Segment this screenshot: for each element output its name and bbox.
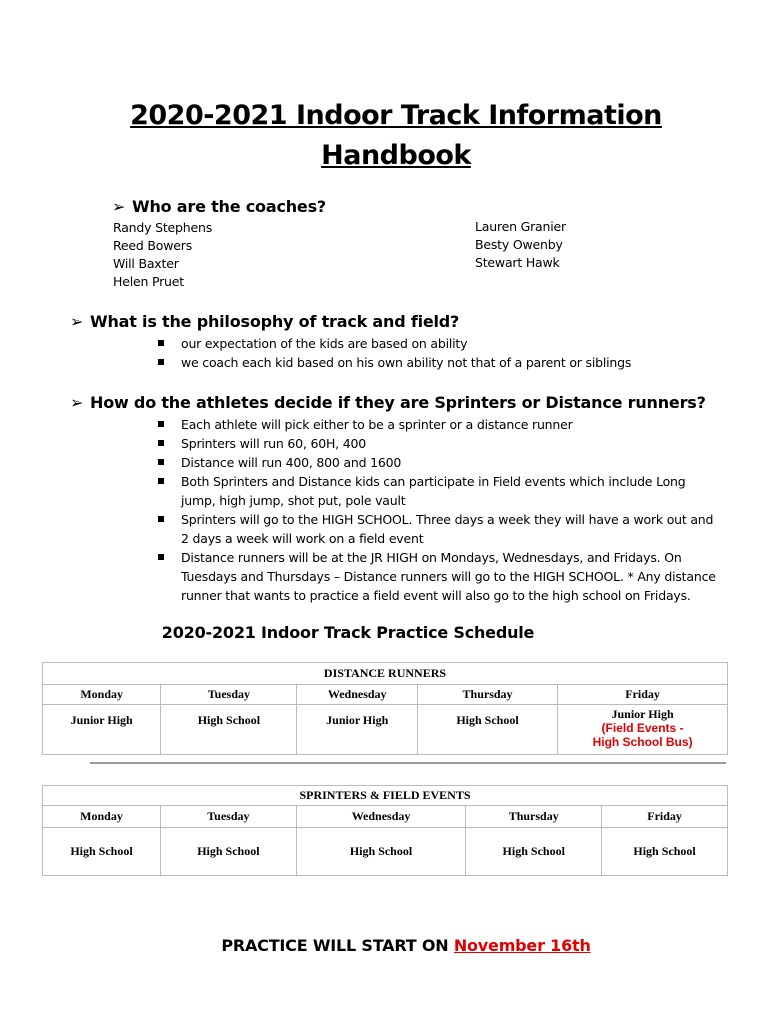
- title-line-2: Handbook: [321, 140, 471, 171]
- list-item: Distance will run 400, 800 and 1600: [158, 453, 718, 472]
- philosophy-list: [158, 334, 718, 372]
- coach-name: Randy Stephens: [113, 220, 213, 235]
- day-cell: Thursday: [417, 685, 557, 705]
- location-cell: High School: [296, 828, 466, 876]
- coach-name: Lauren Granier: [475, 219, 566, 234]
- list-item: Sprinters will go to the HIGH SCHOOL. Three days a week they will have a work out and 2 days a week will work on a field event: [158, 510, 718, 548]
- day-cell: Friday: [602, 806, 728, 828]
- location-text: Junior High: [611, 707, 674, 721]
- coach-name: Besty Owenby: [475, 237, 563, 252]
- location-cell: High School: [43, 828, 161, 876]
- athletes-list: [158, 415, 718, 605]
- list-item: our expectation of the kids are based on ability: [158, 334, 718, 353]
- day-cell: Tuesday: [161, 685, 297, 705]
- table-header: DISTANCE RUNNERS: [43, 663, 728, 685]
- location-cell: Junior High: [297, 705, 417, 755]
- day-cell: Wednesday: [296, 806, 466, 828]
- list-item: Both Sprinters and Distance kids can participate in Field events which include Long jump, high jump, shot put, pole vault: [158, 472, 718, 510]
- location-cell: High School: [417, 705, 557, 755]
- table-row: [43, 685, 728, 705]
- question-philosophy: [70, 312, 459, 331]
- location-cell: High School: [161, 828, 297, 876]
- coach-name: Will Baxter: [113, 256, 179, 271]
- day-cell: Thursday: [466, 806, 602, 828]
- friday-location-cell: [558, 705, 728, 755]
- table-row: [43, 828, 728, 876]
- arrow-bullet-icon: ➢: [112, 197, 126, 216]
- list-item: Distance runners will be at the JR HIGH on Mondays, Wednesdays, and Fridays. On Tuesdays and Thursdays – Distance runners will go to the HIGH SCHOOL. * Any distance runner that wants to practice a field event will also go to the high school on Fridays.: [158, 548, 718, 605]
- bus-note: High School Bus): [592, 735, 693, 749]
- practice-start-text: PRACTICE WILL START ON: [221, 936, 454, 955]
- table-row: [43, 806, 728, 828]
- location-cell: High School: [466, 828, 602, 876]
- table-row: [43, 705, 728, 755]
- practice-start-notice: [0, 936, 770, 955]
- coaches-left-list: [113, 219, 212, 291]
- list-item: Each athlete will pick either to be a sprinter or a distance runner: [158, 415, 718, 434]
- coach-name: Reed Bowers: [113, 238, 193, 253]
- question-coaches-text: Who are the coaches?: [132, 197, 326, 216]
- day-cell: Monday: [43, 806, 161, 828]
- location-cell: High School: [161, 705, 297, 755]
- sprinters-schedule-table: [42, 785, 728, 876]
- coaches-right-list: [475, 218, 566, 272]
- arrow-bullet-icon: ➢: [70, 393, 84, 412]
- practice-start-date: November 16th: [453, 936, 591, 955]
- question-athletes: [70, 393, 706, 412]
- table-header: SPRINTERS & FIELD EVENTS: [43, 786, 728, 806]
- day-cell: Friday: [558, 685, 728, 705]
- coach-name: Helen Pruet: [113, 274, 184, 289]
- question-athletes-text: How do the athletes decide if they are Sprinters or Distance runners?: [90, 393, 706, 412]
- schedule-title: 2020-2021 Indoor Track Practice Schedule: [161, 623, 535, 642]
- list-item: we coach each kid based on his own ability not that of a parent or siblings: [158, 353, 718, 372]
- arrow-bullet-icon: ➢: [70, 312, 84, 331]
- field-events-note: (Field Events -: [601, 721, 684, 735]
- location-cell: Junior High: [43, 705, 161, 755]
- day-cell: Monday: [43, 685, 161, 705]
- question-philosophy-text: What is the philosophy of track and field?: [90, 312, 460, 331]
- day-cell: Wednesday: [297, 685, 417, 705]
- title-line-1: 2020-2021 Indoor Track Information: [130, 100, 662, 131]
- location-cell: High School: [602, 828, 728, 876]
- day-cell: Tuesday: [161, 806, 297, 828]
- distance-schedule-table: [42, 662, 728, 755]
- section-divider: [90, 762, 726, 764]
- coach-name: Stewart Hawk: [475, 255, 560, 270]
- question-coaches: [112, 197, 326, 216]
- page-title: [0, 96, 770, 176]
- list-item: Sprinters will run 60, 60H, 400: [158, 434, 718, 453]
